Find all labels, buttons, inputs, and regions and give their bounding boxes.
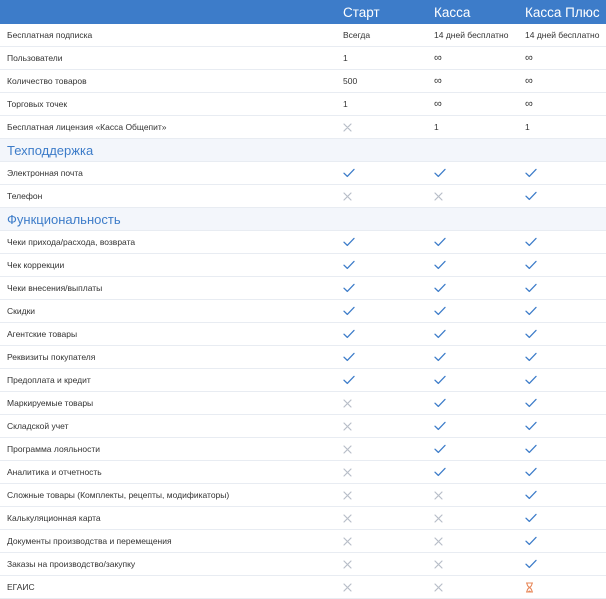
table-row [0,47,606,70]
table-row [0,553,606,576]
icon-cell [434,438,525,460]
feature-label: Телефон [7,191,43,201]
value-cell: 1 [343,99,348,109]
icon-cell [343,392,434,414]
icon-cell [343,116,434,138]
icon-cell [434,346,525,368]
feature-label: Предоплата и кредит [7,375,91,385]
icon-cell [434,553,525,575]
icon-cell [434,530,525,552]
icon-cell [525,415,606,437]
icon-cell [343,438,434,460]
icon-cell [434,254,525,276]
check-icon [525,191,537,201]
value-cell: ∞ [525,98,533,110]
icon-cell [434,300,525,322]
table-row [0,484,606,507]
table-row [0,576,606,599]
value-cell: 14 дней бесплатно [525,30,600,40]
cross-icon [343,192,352,201]
check-icon [343,375,355,385]
feature-label: Калькуляционная карта [7,513,101,523]
icon-cell [343,277,434,299]
cross-icon [434,514,443,523]
feature-label: Бесплатная лицензия «Касса Общепит» [7,122,167,132]
icon-cell [434,507,525,529]
icon-cell [343,415,434,437]
check-icon [343,329,355,339]
check-icon [434,352,446,362]
check-icon [434,467,446,477]
table-row [0,323,606,346]
check-icon [434,375,446,385]
feature-label: Программа лояльности [7,444,100,454]
table-row [0,93,606,116]
icon-cell [525,254,606,276]
check-icon [434,168,446,178]
check-icon [525,490,537,500]
table-row [0,346,606,369]
cross-icon [343,445,352,454]
table-row [0,254,606,277]
value-cell: ∞ [434,52,442,64]
value-cell: ∞ [434,75,442,87]
cross-icon [343,560,352,569]
icon-cell [525,369,606,391]
feature-label: Пользователи [7,53,63,63]
check-icon [434,398,446,408]
table-row [0,300,606,323]
check-icon [525,398,537,408]
feature-label: Чек коррекции [7,260,65,270]
icon-cell [525,553,606,575]
table-row [0,162,606,185]
icon-cell [434,461,525,483]
check-icon [343,260,355,270]
icon-cell [525,507,606,529]
check-icon [525,260,537,270]
cross-icon [343,491,352,500]
icon-cell [343,530,434,552]
icon-cell [343,461,434,483]
icon-cell [525,231,606,253]
icon-cell [343,484,434,506]
cross-icon [343,514,352,523]
cross-icon [343,422,352,431]
icon-cell [525,576,606,598]
cross-icon [343,123,352,132]
icon-cell [343,185,434,207]
cross-icon [434,560,443,569]
icon-cell [434,231,525,253]
table-row [0,507,606,530]
icon-cell [343,369,434,391]
icon-cell [525,346,606,368]
icon-cell [343,323,434,345]
check-icon [525,559,537,569]
table-header [0,0,606,24]
feature-label: Чеки внесения/выплаты [7,283,103,293]
icon-cell [434,576,525,598]
feature-label: Агентские товары [7,329,78,339]
check-icon [434,260,446,270]
icon-cell [343,254,434,276]
check-icon [434,237,446,247]
icon-cell [434,369,525,391]
check-icon [525,375,537,385]
section-header [0,139,606,162]
feature-label: ЕГАИС [7,582,35,592]
feature-label: Сложные товары (Комплекты, рецепты, модификаторы) [7,490,230,500]
cross-icon [434,537,443,546]
icon-cell [343,346,434,368]
check-icon [525,306,537,316]
feature-label: Чеки прихода/расхода, возврата [7,237,136,247]
plan-kassa-title: Касса [434,4,471,20]
check-icon [434,421,446,431]
check-icon [434,306,446,316]
feature-label: Бесплатная подписка [7,30,93,40]
icon-cell [434,392,525,414]
feature-label: Аналитика и отчетность [7,467,102,477]
icon-cell [343,507,434,529]
table-row [0,277,606,300]
check-icon [525,237,537,247]
check-icon [525,444,537,454]
feature-label: Заказы на производство/закупку [7,559,136,569]
feature-label: Складской учет [7,421,69,431]
table-row [0,70,606,93]
icon-cell [343,231,434,253]
icon-cell [525,461,606,483]
check-icon [525,467,537,477]
feature-label: Количество товаров [7,76,87,86]
icon-cell [525,392,606,414]
check-icon [343,237,355,247]
table-row [0,369,606,392]
cross-icon [343,468,352,477]
icon-cell [525,438,606,460]
value-cell: 1 [343,53,348,63]
check-icon [525,283,537,293]
icon-cell [343,553,434,575]
icon-cell [434,415,525,437]
check-icon [525,536,537,546]
feature-label: Скидки [7,306,36,316]
check-icon [525,421,537,431]
icon-cell [434,323,525,345]
feature-label: Маркируемые товары [7,398,94,408]
cross-icon [343,583,352,592]
check-icon [525,352,537,362]
value-cell: Всегда [343,30,371,40]
check-icon [343,306,355,316]
icon-cell [525,277,606,299]
icon-cell [434,185,525,207]
cross-icon [343,399,352,408]
icon-cell [525,300,606,322]
value-cell: 1 [525,122,530,132]
check-icon [343,283,355,293]
icon-cell [343,162,434,184]
hourglass-icon [525,582,534,593]
table-row [0,461,606,484]
table-row [0,231,606,254]
section-title: Функциональность [7,211,121,227]
check-icon [434,444,446,454]
feature-label: Документы производства и перемещения [7,536,172,546]
icon-cell [434,484,525,506]
check-icon [434,283,446,293]
icon-cell [525,323,606,345]
cross-icon [343,537,352,546]
table-row [0,24,606,47]
section-header [0,208,606,231]
check-icon [525,329,537,339]
check-icon [343,168,355,178]
table-row [0,530,606,553]
icon-cell [525,484,606,506]
section-title: Техподдержка [7,142,94,158]
icon-cell [434,277,525,299]
plan-start-title: Старт [343,4,380,20]
icon-cell [343,576,434,598]
icon-cell [525,185,606,207]
table-row [0,116,606,139]
check-icon [525,168,537,178]
icon-cell [525,162,606,184]
cross-icon [434,583,443,592]
value-cell: 500 [343,76,358,86]
feature-label: Электронная почта [7,168,83,178]
feature-label: Реквизиты покупателя [7,352,96,362]
feature-label: Торговых точек [7,99,68,109]
table-row [0,438,606,461]
table-row [0,185,606,208]
icon-cell [343,300,434,322]
value-cell: 14 дней бесплатно [434,30,509,40]
check-icon [434,329,446,339]
cross-icon [434,192,443,201]
cross-icon [434,491,443,500]
table-row [0,392,606,415]
check-icon [343,352,355,362]
icon-cell [525,530,606,552]
value-cell: 1 [434,122,439,132]
table-body [0,24,606,599]
plan-kassa-plus-title: Касса Плюс [525,4,600,20]
icon-cell [434,162,525,184]
value-cell: ∞ [525,52,533,64]
check-icon [525,513,537,523]
table-row [0,415,606,438]
value-cell: ∞ [434,98,442,110]
value-cell: ∞ [525,75,533,87]
